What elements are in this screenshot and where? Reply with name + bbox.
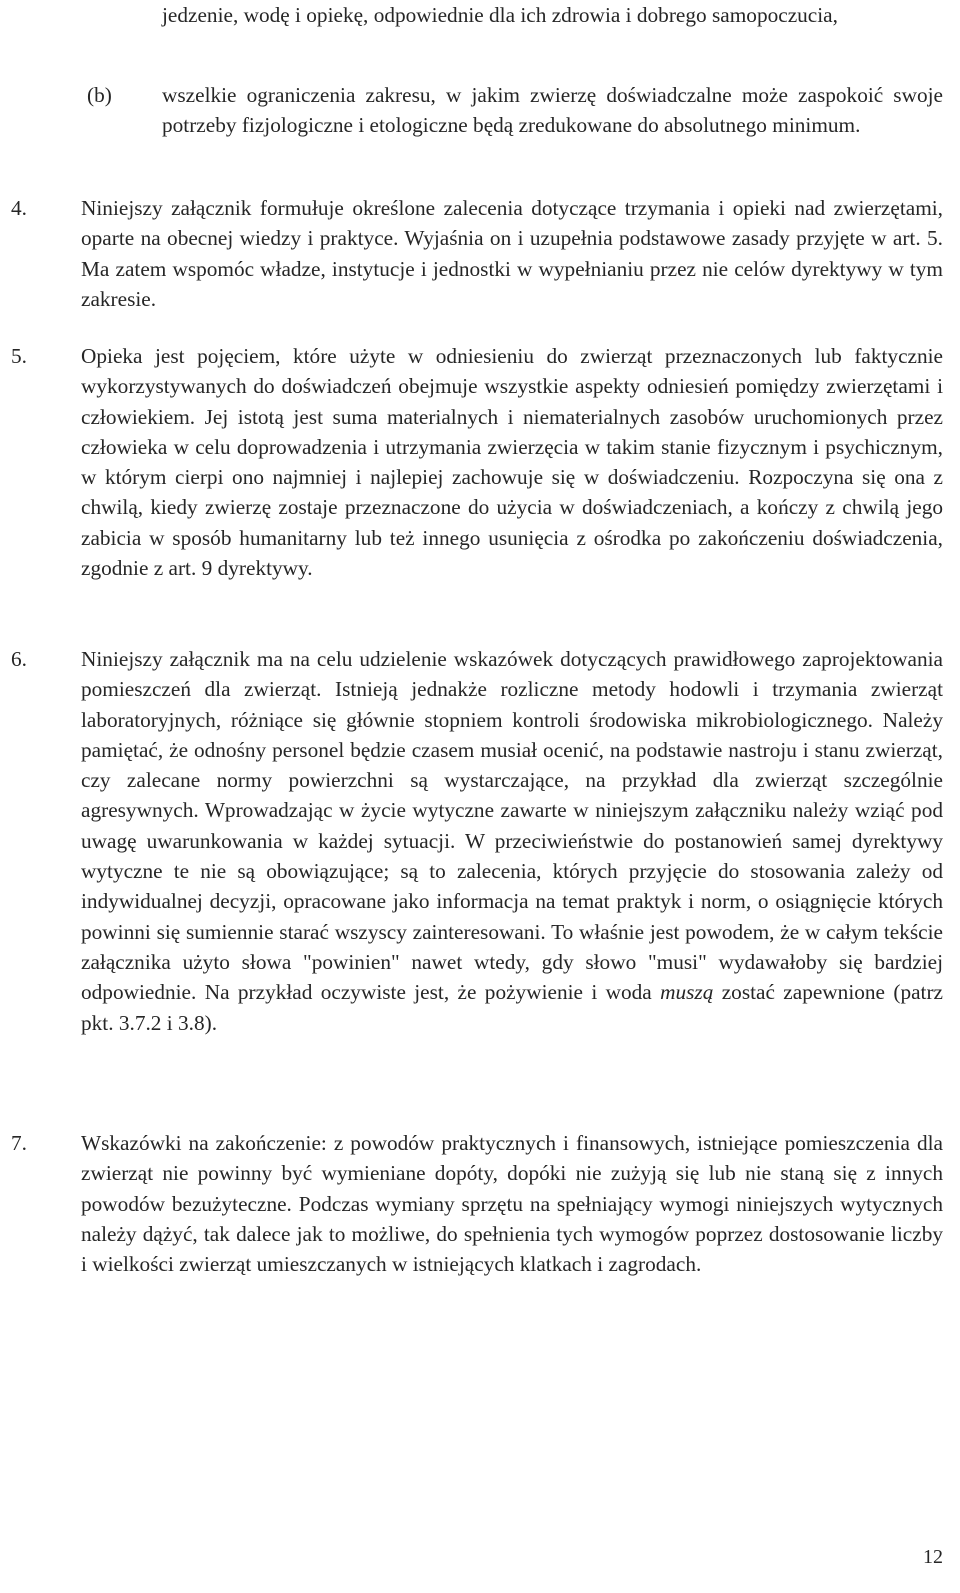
list-item-text: wszelkie ograniczenia zakresu, w jakim zwierzę doświadczalne może zaspokoić swoje potrzeby fizjologiczne i etologiczne będą zredukowane do absolutnego minimum. bbox=[162, 83, 943, 138]
paragraph-number: 4. bbox=[11, 196, 27, 220]
paragraph-text-part: zostać zapewnione (patrz pkt. 3.7.2 i 3.8). bbox=[81, 980, 944, 1035]
paragraph-4 bbox=[11, 193, 943, 314]
continuation-text bbox=[162, 0, 943, 30]
paragraph-6 bbox=[11, 644, 943, 1038]
page-number: 12 bbox=[923, 1546, 943, 1568]
paragraph-7 bbox=[11, 1128, 943, 1279]
paragraph-text: Niniejszy załącznik formułuje określone zalecenia dotyczące trzymania i opieki nad zwierzętami, oparte na obecnej wiedzy i praktyce. Wyjaśnia on i uzupełnia podstawowe zasady przyjęte w art. 5. Ma zatem wspomóc władze, instytucje i jednostki w wypełnianiu przez nie celów dyrektywy w tym zakresie. bbox=[81, 196, 943, 311]
paragraph-text-part: Niniejszy załącznik ma na celu udzielenie wskazówek dotyczących prawidłowego zaprojektowania pomieszczeń dla zwierząt. Istnieją jednakże rozliczne metody hodowli i trzymania zwierząt laboratoryjnych, różniące się głównie stopniem kontroli środowiska mikrobiologicznego. Należy pamiętać, że odnośny personel będzie czasem musiał ocenić, na podstawie nastroju i stanu zwierząt, czy zalecane normy powierzchni są wystarczające, na przykład dla zwierząt szczególnie agresywnych. Wprowadzając w życie wytyczne zawarte w niniejszym załączniku należy wziąć pod uwagę uwarunkowania w każdej sytuacji. W przeciwieństwie do postanowień samej dyrektywy wytyczne te nie są obowiązujące; są to zalecenia, których przyjęcie do stosowania zależy od indywidualnej decyzji, opracowane jako informacja na temat praktyk i norm, o osiągnięcie których powinni się sumiennie starać wszyscy zainteresowani. To właśnie jest powodem, że w całym tekście załącznika użyto słowa "powinien" nawet wtedy, gdy słowo "musi" wydawałoby się bardziej odpowiednie. Na przykład oczywiste jest, że pożywienie i woda bbox=[81, 647, 943, 1005]
paragraph-text: Wskazówki na zakończenie: z powodów praktycznych i finansowych, istniejące pomieszczenia dla zwierząt nie powinny być wymieniane dopóty, dopóki nie zużyją się lub nie staną się z innych powodów bezużyteczne. Podczas wymiany sprzętu na spełniający wymogi niniejszych wytycznych należy dążyć, tak dalece jak to możliwe, do spełnienia tych wymogów poprzez dostosowanie liczby i wielkości zwierząt umieszczanych w istniejących klatkach i zagrodach. bbox=[81, 1131, 943, 1277]
paragraph-text bbox=[81, 644, 943, 1038]
paragraph-number: 6. bbox=[11, 647, 27, 671]
list-item-b bbox=[87, 80, 943, 141]
paragraph-number: 5. bbox=[11, 344, 27, 368]
paragraph-5 bbox=[11, 341, 943, 583]
paragraph-text: Opieka jest pojęciem, które użyte w odniesieniu do zwierząt przeznaczonych lub faktycznie wykorzystywanych do doświadczeń obejmuje wszystkie aspekty odniesień pomiędzy zwierzętami i człowiekiem. Jej istotą jest suma materialnych i niematerialnych zasobów uruchomionych przez człowieka w celu doprowadzenia i utrzymania zwierzęcia w takim stanie fizycznym i psychicznym, w którym cierpi ono najmniej i najlepiej zachowuje się w doświadczeniu. Rozpoczyna się ona z chwilą, kiedy zwierzę zostaje przeznaczone do użycia w doświadczeniach, a kończy z chwilą jego zabicia w sposób humanitarny lub też innego usunięcia z ośrodka po zakończeniu doświadczenia, zgodnie z art. 9 dyrektywy. bbox=[81, 344, 943, 581]
emphasized-word: muszą bbox=[660, 980, 714, 1005]
continuation-text-body: jedzenie, wodę i opiekę, odpowiednie dla ich zdrowia i dobrego samopoczucia, bbox=[162, 3, 838, 27]
list-item-label: (b) bbox=[87, 83, 112, 107]
paragraph-number: 7. bbox=[11, 1131, 27, 1155]
